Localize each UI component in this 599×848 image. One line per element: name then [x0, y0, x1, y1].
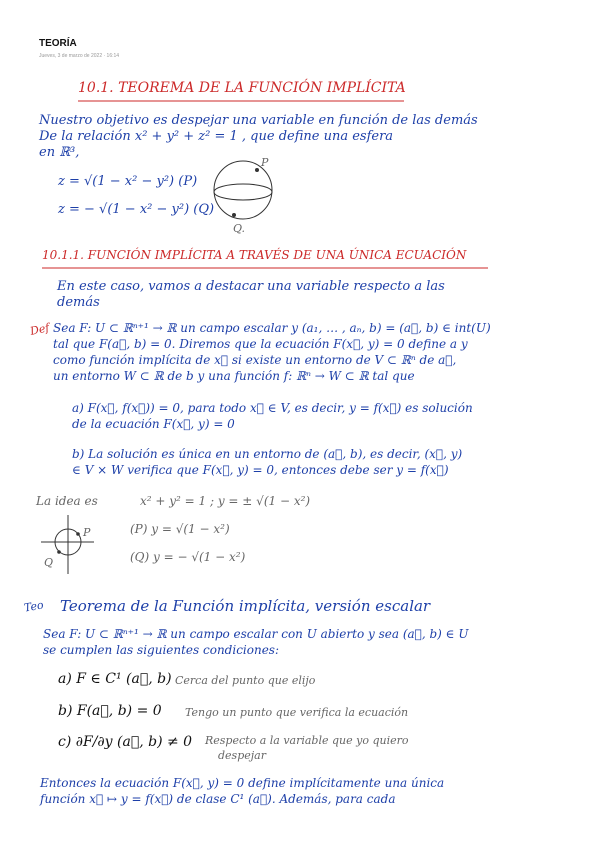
theorem-line: Sea F: U ⊂ ℝⁿ⁺¹ → ℝ un campo escalar con U abierto y sea (a⃗, b) ∈ U — [43, 627, 469, 641]
definition-condition-a: de la ecuación F(x⃗, y) = 0 — [72, 417, 235, 431]
theorem-condition-a: a) F ∈ C¹ (a⃗, b) — [58, 671, 172, 687]
sphere-label-q: Q. — [233, 222, 245, 235]
subsection-heading: 10.1.1. FUNCIÓN IMPLÍCITA A TRAVÉS DE UNA ÚNICA ECUACIÓN — [42, 248, 467, 262]
subsection-underline — [42, 266, 492, 270]
circle-sketch — [38, 512, 108, 582]
equation-q: z = − √(1 − x² − y²) (Q) — [58, 202, 215, 217]
equation-p: z = √(1 − x² − y²) (P) — [58, 174, 198, 189]
theorem-mark: Teo — [23, 598, 45, 615]
subsection-intro-line: demás — [57, 295, 100, 310]
definition-condition-b: ∈ V × W verifica que F(x⃗, y) = 0, entonces debe ser y = f(x⃗) — [72, 463, 449, 477]
idea-p: (P) y = √(1 − x²) — [130, 522, 230, 536]
idea-equation: x² + y² = 1 ; y = ± √(1 − x²) — [140, 494, 311, 508]
theorem-conclusion: función x⃗ ↦ y = f(x⃗) de clase C¹ (a⃗). Además, para cada — [40, 792, 396, 806]
definition-line: Sea F: U ⊂ ℝⁿ⁺¹ → ℝ un campo escalar y (a₁, … , aₙ, b) = (a⃗, b) ∈ int(U) — [53, 321, 491, 335]
theorem-condition-c-note: despejar — [218, 749, 266, 762]
definition-condition-a: a) F(x⃗, f(x⃗)) = 0, para todo x⃗ ∈ V, es decir, y = f(x⃗) es solución — [72, 401, 473, 415]
theorem-title: Teorema de la Función implícita, versión escalar — [60, 597, 431, 615]
definition-mark: Def — [28, 321, 51, 338]
sphere-label-p: P — [261, 156, 269, 169]
circle-label-q: Q — [44, 556, 54, 569]
definition-line: un entorno W ⊂ ℝ de b y una función f: ℝⁿ → W ⊂ ℝ tal que — [53, 369, 415, 383]
intro-line: en ℝ³, — [39, 145, 80, 160]
circle-label-p: P — [83, 526, 91, 539]
theorem-condition-b: b) F(a⃗, b) = 0 — [58, 703, 162, 719]
page-date: Jueves, 3 de marzo de 2022 · 16:14 — [39, 53, 120, 59]
definition-line: tal que F(a⃗, b) = 0. Diremos que la ecuación F(x⃗, y) = 0 define a y — [53, 337, 468, 351]
intro-line: Nuestro objetivo es despejar una variable en función de las demás — [39, 113, 478, 128]
theorem-conclusion: Entonces la ecuación F(x⃗, y) = 0 define implícitamente una única — [40, 776, 445, 790]
heading-underline — [78, 99, 408, 103]
definition-condition-b: b) La solución es única en un entorno de (a⃗, b), es decir, (x⃗, y) — [72, 447, 463, 461]
page-title: TEORÍA — [39, 38, 77, 49]
subsection-intro-line: En este caso, vamos a destacar una variable respecto a las — [57, 279, 445, 294]
sphere-sketch — [210, 158, 280, 228]
theorem-condition-b-note: Tengo un punto que verifica la ecuación — [185, 706, 409, 719]
idea-q: (Q) y = − √(1 − x²) — [130, 550, 246, 564]
intro-line: De la relación x² + y² + z² = 1 , que define una esfera — [39, 129, 394, 144]
theorem-line: se cumplen las siguientes condiciones: — [43, 643, 280, 657]
idea-label: La idea es — [36, 494, 98, 508]
section-heading: 10.1. TEOREMA DE LA FUNCIÓN IMPLÍCITA — [78, 80, 406, 96]
definition-line: como función implícita de x⃗ si existe un entorno de V ⊂ ℝⁿ de a⃗, — [53, 353, 457, 367]
theorem-condition-a-note: Cerca del punto que elijo — [175, 674, 316, 687]
theorem-condition-c: c) ∂F/∂y (a⃗, b) ≠ 0 — [58, 734, 193, 750]
theorem-condition-c-note: Respecto a la variable que yo quiero — [205, 734, 409, 747]
